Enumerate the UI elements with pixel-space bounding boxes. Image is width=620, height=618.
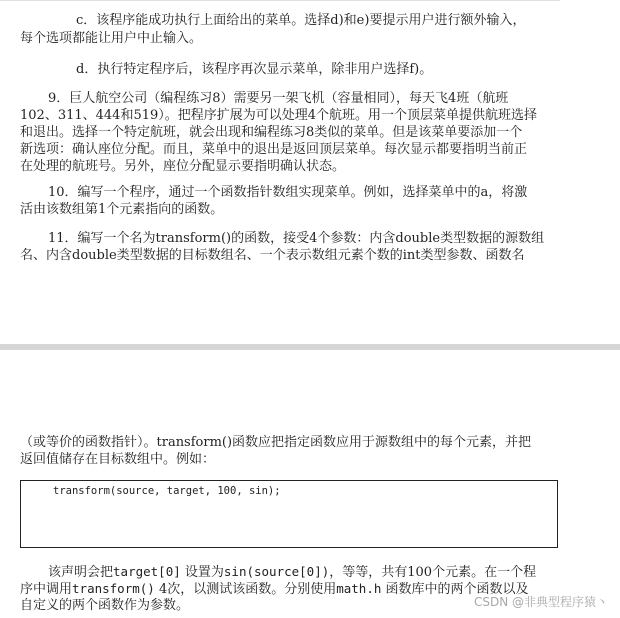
explanation-line3: 自定义的两个函数作为参数。 <box>20 598 190 613</box>
explanation-text: 序中调用 <box>20 582 73 597</box>
explanation-text: 设置为 <box>180 565 224 580</box>
continuation-line1: （或等价的函数指针）。transform()函数应把指定函数应用于源数组中的每个元素，并把 <box>20 435 532 450</box>
explanation-text: 该声明会把 <box>48 565 114 580</box>
explanation-line2 <box>20 580 529 598</box>
exercise-11-line2: 名、内含double类型数据的目标数组名、一个表示数组元素个数的int类型参数、函数名 <box>20 248 525 263</box>
inline-code-transform: transform() <box>72 581 155 596</box>
inline-code-sin: sin(source[0]) <box>223 564 330 579</box>
explanation-line1 <box>48 563 536 581</box>
explanation-text: ，等等，共有100个元素。在一个程 <box>329 565 537 580</box>
page-top-edge <box>0 0 560 1</box>
exercise-9-line4: 新选项：确认座位分配。而且，菜单中的退出是返回顶层菜单。每次显示都要指明当前正 <box>20 142 528 157</box>
continuation-line2: 返回值储存在目标数组中。例如： <box>20 452 216 467</box>
exercise-10-line2: 活由该数组第1个元素指向的函数。 <box>20 202 224 217</box>
exercise-11-line1: 11．编写一个名为transform()的函数，接受4个参数：内含double类型数据的源数组 <box>48 231 545 246</box>
item-c-line1: c．该程序能成功执行上面给出的菜单。选择d)和e)要提示用户进行额外输入， <box>76 13 526 28</box>
exercise-10-line1: 10．编写一个程序，通过一个函数指针数组实现菜单。例如，选择菜单中的a，将激 <box>48 185 528 200</box>
explanation-text: 函数库中的两个函数以及 <box>381 582 529 597</box>
exercise-9-line1: 9．巨人航空公司（编程练习8）需要另一架飞机（容量相同），每天飞4班（航班 <box>48 91 509 106</box>
csdn-watermark: CSDN @非典型程序猿丶 <box>473 595 608 609</box>
inline-code-mathh: math.h <box>336 581 382 596</box>
exercise-9-line2: 102、311、444和519）。把程序扩展为可以处理4个航班。用一个顶层菜单提供航班选择 <box>20 108 538 123</box>
code-example-line: transform(source, target, 100, sin); <box>53 485 281 497</box>
item-d-line1: d．执行特定程序后，该程序再次显示菜单，除非用户选择f)。 <box>76 62 433 77</box>
explanation-text: 4次，以测试该函数。分别使用 <box>154 582 337 597</box>
exercise-9-line5: 在处理的航班号。另外，座位分配显示要指明确认状态。 <box>20 159 346 174</box>
inline-code-target: target[0] <box>113 564 181 579</box>
exercise-9-line3: 和退出。选择一个特定航班，就会出现和编程练习8类似的菜单。但是该菜单要添加一个 <box>20 125 523 140</box>
item-c-line2: 每个选项都能让用户中止输入。 <box>20 31 203 46</box>
code-example-box <box>20 480 558 548</box>
